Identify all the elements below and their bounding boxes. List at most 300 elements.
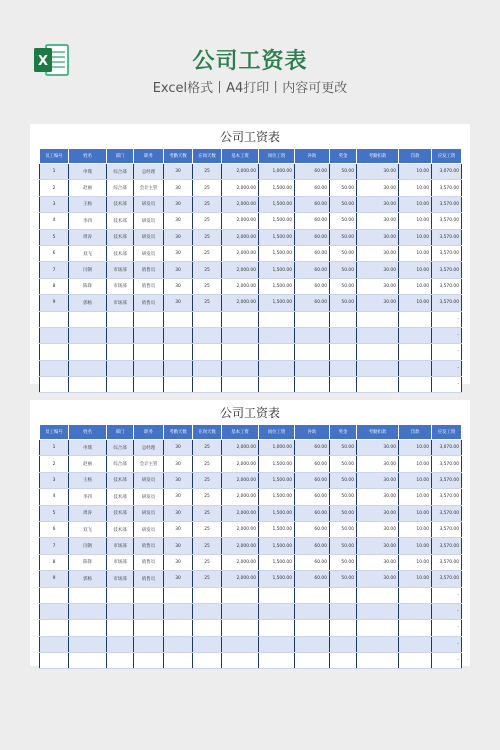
table-cell: 研发员 xyxy=(134,505,164,521)
table-cell xyxy=(222,377,259,393)
table-cell: 3,570.00 xyxy=(432,571,462,587)
table-cell xyxy=(107,327,134,343)
page-header xyxy=(0,0,500,118)
table-cell: 1 xyxy=(40,440,69,456)
table-cell: 1,000.00 xyxy=(259,164,295,180)
table-cell xyxy=(399,587,432,603)
table-cell xyxy=(164,636,193,652)
table-cell: 3,070.00 xyxy=(432,164,462,180)
table-cell: 1,500.00 xyxy=(259,489,295,505)
page-subtitle: Excel格式丨A4打印丨内容可更改 xyxy=(152,81,348,96)
table-cell xyxy=(193,603,222,619)
table-cell: 2,000.00 xyxy=(222,196,259,212)
table-cell: 申璞 xyxy=(69,164,107,180)
table-cell: 研发员 xyxy=(134,489,164,505)
table-cell xyxy=(164,377,193,393)
table-cell: 3,570.00 xyxy=(432,554,462,570)
table-cell: 会计主管 xyxy=(134,180,164,196)
table-cell: 3,570.00 xyxy=(432,229,462,245)
table-cell xyxy=(134,360,164,376)
table-row xyxy=(40,213,462,229)
table-cell: 2 xyxy=(40,456,69,472)
table-cell: 60.00 xyxy=(295,440,330,456)
table-cell: 30.00 xyxy=(357,521,399,537)
table-cell xyxy=(357,636,399,652)
table-cell: 研发员 xyxy=(134,213,164,229)
table-cell xyxy=(134,620,164,636)
table-cell: 30 xyxy=(164,456,193,472)
table-cell: 1,500.00 xyxy=(259,180,295,196)
table-cell xyxy=(164,360,193,376)
table-cell: 会计主管 xyxy=(134,456,164,472)
table-cell xyxy=(330,344,357,360)
table-cell xyxy=(40,636,69,652)
table-row xyxy=(40,456,462,472)
table-cell: 研发员 xyxy=(134,521,164,537)
table-cell: 10.00 xyxy=(399,505,432,521)
column-header: 岗位工资 xyxy=(259,149,295,164)
table-cell xyxy=(107,620,134,636)
table-cell: 王杨 xyxy=(69,196,107,212)
table-cell: 60.00 xyxy=(295,164,330,180)
column-header: 应发工资 xyxy=(432,149,462,164)
table-cell: 30 xyxy=(164,278,193,294)
table-cell xyxy=(399,603,432,619)
table-cell xyxy=(295,327,330,343)
table-cell xyxy=(357,653,399,669)
table-cell: 销售员 xyxy=(134,278,164,294)
table-cell: 50.00 xyxy=(330,295,357,311)
table-cell xyxy=(295,360,330,376)
table-cell: 5 xyxy=(40,505,69,521)
table-cell xyxy=(399,311,432,327)
table-cell: 3,570.00 xyxy=(432,213,462,229)
table-cell xyxy=(357,327,399,343)
table-cell xyxy=(259,587,295,603)
column-header: 员工编号 xyxy=(40,425,69,440)
table-cell xyxy=(107,311,134,327)
table-cell: 销售员 xyxy=(134,538,164,554)
table-cell: 10.00 xyxy=(399,245,432,261)
table-cell: 6 xyxy=(40,521,69,537)
table-cell xyxy=(399,360,432,376)
table-cell: 30.00 xyxy=(357,196,399,212)
table-cell: - xyxy=(432,620,462,636)
table-cell: 25 xyxy=(193,472,222,488)
table-cell xyxy=(107,603,134,619)
table-row xyxy=(40,538,462,554)
table-cell: 闫钢 xyxy=(69,538,107,554)
table-row xyxy=(40,521,462,537)
table-cell xyxy=(399,344,432,360)
table-cell: 郭杨 xyxy=(69,571,107,587)
table-cell: 9 xyxy=(40,295,69,311)
table-cell: 10.00 xyxy=(399,554,432,570)
table-cell: 60.00 xyxy=(295,262,330,278)
column-header: 考勤天数 xyxy=(164,425,193,440)
table-cell: 50.00 xyxy=(330,245,357,261)
table-cell xyxy=(40,603,69,619)
table-cell: 1,500.00 xyxy=(259,538,295,554)
table-cell: 25 xyxy=(193,521,222,537)
table-cell xyxy=(295,587,330,603)
table-cell xyxy=(357,344,399,360)
table-cell: 25 xyxy=(193,538,222,554)
table-cell xyxy=(399,653,432,669)
table-cell: 25 xyxy=(193,196,222,212)
table-cell: 市场部 xyxy=(107,571,134,587)
table-cell: 10.00 xyxy=(399,164,432,180)
table-cell xyxy=(357,587,399,603)
table-cell: 50.00 xyxy=(330,505,357,521)
table-cell: 赵丽 xyxy=(69,180,107,196)
table-cell xyxy=(134,587,164,603)
table-cell: 10.00 xyxy=(399,278,432,294)
table-cell: 3,570.00 xyxy=(432,538,462,554)
table-cell: 3,570.00 xyxy=(432,295,462,311)
column-header: 在岗天数 xyxy=(193,425,222,440)
table-row xyxy=(40,571,462,587)
table-cell: 7 xyxy=(40,262,69,278)
table-cell: 25 xyxy=(193,505,222,521)
table-cell: 50.00 xyxy=(330,440,357,456)
table-cell: 25 xyxy=(193,571,222,587)
table-cell: 30 xyxy=(164,521,193,537)
table-cell: 2,000.00 xyxy=(222,278,259,294)
table-cell: 2,000.00 xyxy=(222,213,259,229)
column-header: 姓名 xyxy=(69,149,107,164)
table-cell: 30 xyxy=(164,229,193,245)
table-cell: 市场部 xyxy=(107,554,134,570)
table-cell: 60.00 xyxy=(295,295,330,311)
table-cell: 30.00 xyxy=(357,180,399,196)
table-cell: 30 xyxy=(164,295,193,311)
table-cell: 2,000.00 xyxy=(222,456,259,472)
table-cell xyxy=(134,636,164,652)
table-cell xyxy=(69,653,107,669)
table-cell: 技术部 xyxy=(107,213,134,229)
table-cell xyxy=(259,360,295,376)
table-cell xyxy=(134,344,164,360)
table-cell: 25 xyxy=(193,295,222,311)
table-cell: 25 xyxy=(193,262,222,278)
table-cell: 1,500.00 xyxy=(259,571,295,587)
table-cell: 3,570.00 xyxy=(432,245,462,261)
table-cell xyxy=(259,653,295,669)
table-cell: 研发员 xyxy=(134,196,164,212)
table-cell: 综合部 xyxy=(107,164,134,180)
empty-row xyxy=(40,620,462,636)
table-cell xyxy=(259,327,295,343)
table-cell: 10.00 xyxy=(399,456,432,472)
table-cell: 1,500.00 xyxy=(259,505,295,521)
table-cell: 技术部 xyxy=(107,196,134,212)
table-cell xyxy=(193,360,222,376)
table-cell: 30.00 xyxy=(357,295,399,311)
table-cell xyxy=(357,603,399,619)
table-cell: 1,500.00 xyxy=(259,278,295,294)
sheet-preview-2 xyxy=(30,400,470,666)
table-cell: 1,500.00 xyxy=(259,213,295,229)
table-cell: 3,570.00 xyxy=(432,180,462,196)
table-cell xyxy=(330,327,357,343)
table-cell xyxy=(399,620,432,636)
table-cell: 50.00 xyxy=(330,262,357,278)
table-cell: 60.00 xyxy=(295,521,330,537)
column-header: 考勤天数 xyxy=(164,149,193,164)
table-cell: 3,570.00 xyxy=(432,456,462,472)
table-cell xyxy=(107,587,134,603)
salary-table xyxy=(39,148,462,393)
table-cell xyxy=(259,377,295,393)
table-cell xyxy=(193,620,222,636)
table-cell: 2,000.00 xyxy=(222,164,259,180)
table-header-row xyxy=(40,149,462,164)
table-cell xyxy=(164,653,193,669)
table-cell: 闫钢 xyxy=(69,262,107,278)
table-cell: - xyxy=(432,344,462,360)
table-cell xyxy=(193,587,222,603)
table-cell: 60.00 xyxy=(295,196,330,212)
table-cell: 赵丽 xyxy=(69,456,107,472)
table-cell: 2 xyxy=(40,180,69,196)
table-row xyxy=(40,472,462,488)
column-header: 部门 xyxy=(107,149,134,164)
column-header: 职务 xyxy=(134,149,164,164)
table-cell: 25 xyxy=(193,213,222,229)
table-cell xyxy=(69,603,107,619)
table-cell: 综合部 xyxy=(107,456,134,472)
table-cell: 30 xyxy=(164,262,193,278)
table-cell xyxy=(295,603,330,619)
empty-row xyxy=(40,327,462,343)
table-row xyxy=(40,245,462,261)
table-cell: 30 xyxy=(164,196,193,212)
column-header: 职务 xyxy=(134,425,164,440)
table-cell xyxy=(357,620,399,636)
table-cell: 6 xyxy=(40,245,69,261)
table-row xyxy=(40,180,462,196)
table-cell: - xyxy=(432,653,462,669)
sheet-preview-1 xyxy=(30,124,470,388)
table-cell: 销售员 xyxy=(134,295,164,311)
table-cell: 10.00 xyxy=(399,196,432,212)
table-cell: 技术部 xyxy=(107,245,134,261)
table-cell: 25 xyxy=(193,554,222,570)
empty-row xyxy=(40,360,462,376)
table-row xyxy=(40,440,462,456)
table-cell: 2,000.00 xyxy=(222,180,259,196)
table-row xyxy=(40,229,462,245)
column-header: 应发工资 xyxy=(432,425,462,440)
table-cell xyxy=(69,587,107,603)
table-cell xyxy=(222,653,259,669)
table-cell: 技术部 xyxy=(107,521,134,537)
table-row xyxy=(40,278,462,294)
table-cell: 技术部 xyxy=(107,489,134,505)
table-cell: 50.00 xyxy=(330,196,357,212)
table-cell: - xyxy=(432,636,462,652)
column-header: 基本工资 xyxy=(222,149,259,164)
table-cell xyxy=(330,587,357,603)
table-cell: 60.00 xyxy=(295,456,330,472)
table-cell xyxy=(330,653,357,669)
table-cell: 50.00 xyxy=(330,456,357,472)
table-cell xyxy=(134,603,164,619)
table-cell xyxy=(330,603,357,619)
table-cell: 10.00 xyxy=(399,229,432,245)
table-cell: 1,500.00 xyxy=(259,554,295,570)
table-cell: 10.00 xyxy=(399,472,432,488)
table-cell: 2,000.00 xyxy=(222,489,259,505)
table-cell: 10.00 xyxy=(399,538,432,554)
table-cell: 李四 xyxy=(69,489,107,505)
page-title: 公司工资表 xyxy=(192,49,308,74)
table-cell xyxy=(134,327,164,343)
table-cell xyxy=(107,344,134,360)
table-cell: 1,500.00 xyxy=(259,229,295,245)
table-cell xyxy=(295,620,330,636)
table-row xyxy=(40,554,462,570)
table-cell: 60.00 xyxy=(295,505,330,521)
table-cell xyxy=(330,377,357,393)
table-cell: 10.00 xyxy=(399,521,432,537)
column-header: 员工编号 xyxy=(40,149,69,164)
table-cell: 1,500.00 xyxy=(259,245,295,261)
table-cell xyxy=(259,603,295,619)
table-cell: 30 xyxy=(164,571,193,587)
table-cell: 销售员 xyxy=(134,554,164,570)
table-cell: 2,000.00 xyxy=(222,229,259,245)
table-cell: 1,500.00 xyxy=(259,262,295,278)
table-cell: 50.00 xyxy=(330,472,357,488)
table-cell xyxy=(69,327,107,343)
excel-icon-letter: X xyxy=(37,54,49,69)
sheet-title: 公司工资表 xyxy=(219,406,280,420)
table-cell: 郭杨 xyxy=(69,295,107,311)
table-cell: 周涛 xyxy=(69,229,107,245)
table-cell: 2,000.00 xyxy=(222,521,259,537)
table-row xyxy=(40,196,462,212)
table-cell: 1,500.00 xyxy=(259,295,295,311)
table-cell xyxy=(357,311,399,327)
table-cell: 7 xyxy=(40,538,69,554)
empty-row xyxy=(40,653,462,669)
table-cell: 李四 xyxy=(69,213,107,229)
table-cell: - xyxy=(432,603,462,619)
empty-row xyxy=(40,377,462,393)
table-cell: 2,000.00 xyxy=(222,505,259,521)
table-cell xyxy=(399,327,432,343)
table-cell: 双飞 xyxy=(69,521,107,537)
table-cell xyxy=(107,360,134,376)
table-cell: 50.00 xyxy=(330,164,357,180)
table-cell xyxy=(259,636,295,652)
table-cell xyxy=(330,620,357,636)
table-cell xyxy=(164,620,193,636)
table-cell: 4 xyxy=(40,489,69,505)
table-cell: 30 xyxy=(164,213,193,229)
table-cell xyxy=(193,653,222,669)
table-cell xyxy=(107,636,134,652)
table-cell: 5 xyxy=(40,229,69,245)
table-cell: 60.00 xyxy=(295,180,330,196)
table-cell: 2,000.00 xyxy=(222,538,259,554)
table-cell: 30.00 xyxy=(357,489,399,505)
empty-row xyxy=(40,587,462,603)
table-cell: 销售员 xyxy=(134,571,164,587)
table-cell xyxy=(295,653,330,669)
table-cell: 2,000.00 xyxy=(222,295,259,311)
table-cell: 研发员 xyxy=(134,472,164,488)
table-cell xyxy=(164,311,193,327)
table-cell: 30.00 xyxy=(357,164,399,180)
column-header: 基本工资 xyxy=(222,425,259,440)
table-cell xyxy=(40,311,69,327)
table-cell: 50.00 xyxy=(330,229,357,245)
table-cell: 25 xyxy=(193,440,222,456)
table-cell: - xyxy=(432,327,462,343)
table-cell: 60.00 xyxy=(295,538,330,554)
table-cell xyxy=(164,327,193,343)
table-cell: 3,570.00 xyxy=(432,472,462,488)
column-header: 罚款 xyxy=(399,149,432,164)
column-header: 姓名 xyxy=(69,425,107,440)
table-cell: 市场部 xyxy=(107,295,134,311)
table-cell xyxy=(399,636,432,652)
table-cell: 申璞 xyxy=(69,440,107,456)
table-cell xyxy=(107,377,134,393)
table-cell: 30 xyxy=(164,180,193,196)
table-cell xyxy=(295,377,330,393)
column-header: 补助 xyxy=(295,149,330,164)
table-cell: 30.00 xyxy=(357,472,399,488)
table-cell xyxy=(399,377,432,393)
table-cell: 3,070.00 xyxy=(432,440,462,456)
table-cell xyxy=(295,636,330,652)
table-cell: 综合部 xyxy=(107,180,134,196)
table-cell: 技术部 xyxy=(107,229,134,245)
table-cell: - xyxy=(432,587,462,603)
table-cell: 技术部 xyxy=(107,505,134,521)
table-cell xyxy=(69,377,107,393)
empty-row xyxy=(40,636,462,652)
table-cell: 30 xyxy=(164,472,193,488)
table-cell xyxy=(222,327,259,343)
table-cell xyxy=(193,377,222,393)
column-header: 奖金 xyxy=(330,425,357,440)
table-cell xyxy=(40,377,69,393)
table-cell xyxy=(357,360,399,376)
table-cell xyxy=(164,344,193,360)
table-cell: 50.00 xyxy=(330,521,357,537)
table-cell: 60.00 xyxy=(295,571,330,587)
table-cell: 30 xyxy=(164,164,193,180)
table-cell: 3,570.00 xyxy=(432,489,462,505)
table-cell: 1,500.00 xyxy=(259,456,295,472)
table-cell: 25 xyxy=(193,229,222,245)
table-cell: 25 xyxy=(193,278,222,294)
table-cell xyxy=(107,653,134,669)
table-cell: 周涛 xyxy=(69,505,107,521)
table-cell xyxy=(69,636,107,652)
table-cell: 60.00 xyxy=(295,554,330,570)
table-row xyxy=(40,489,462,505)
table-cell: 10.00 xyxy=(399,295,432,311)
table-cell: 2,000.00 xyxy=(222,440,259,456)
table-cell xyxy=(259,311,295,327)
table-cell: 2,000.00 xyxy=(222,571,259,587)
